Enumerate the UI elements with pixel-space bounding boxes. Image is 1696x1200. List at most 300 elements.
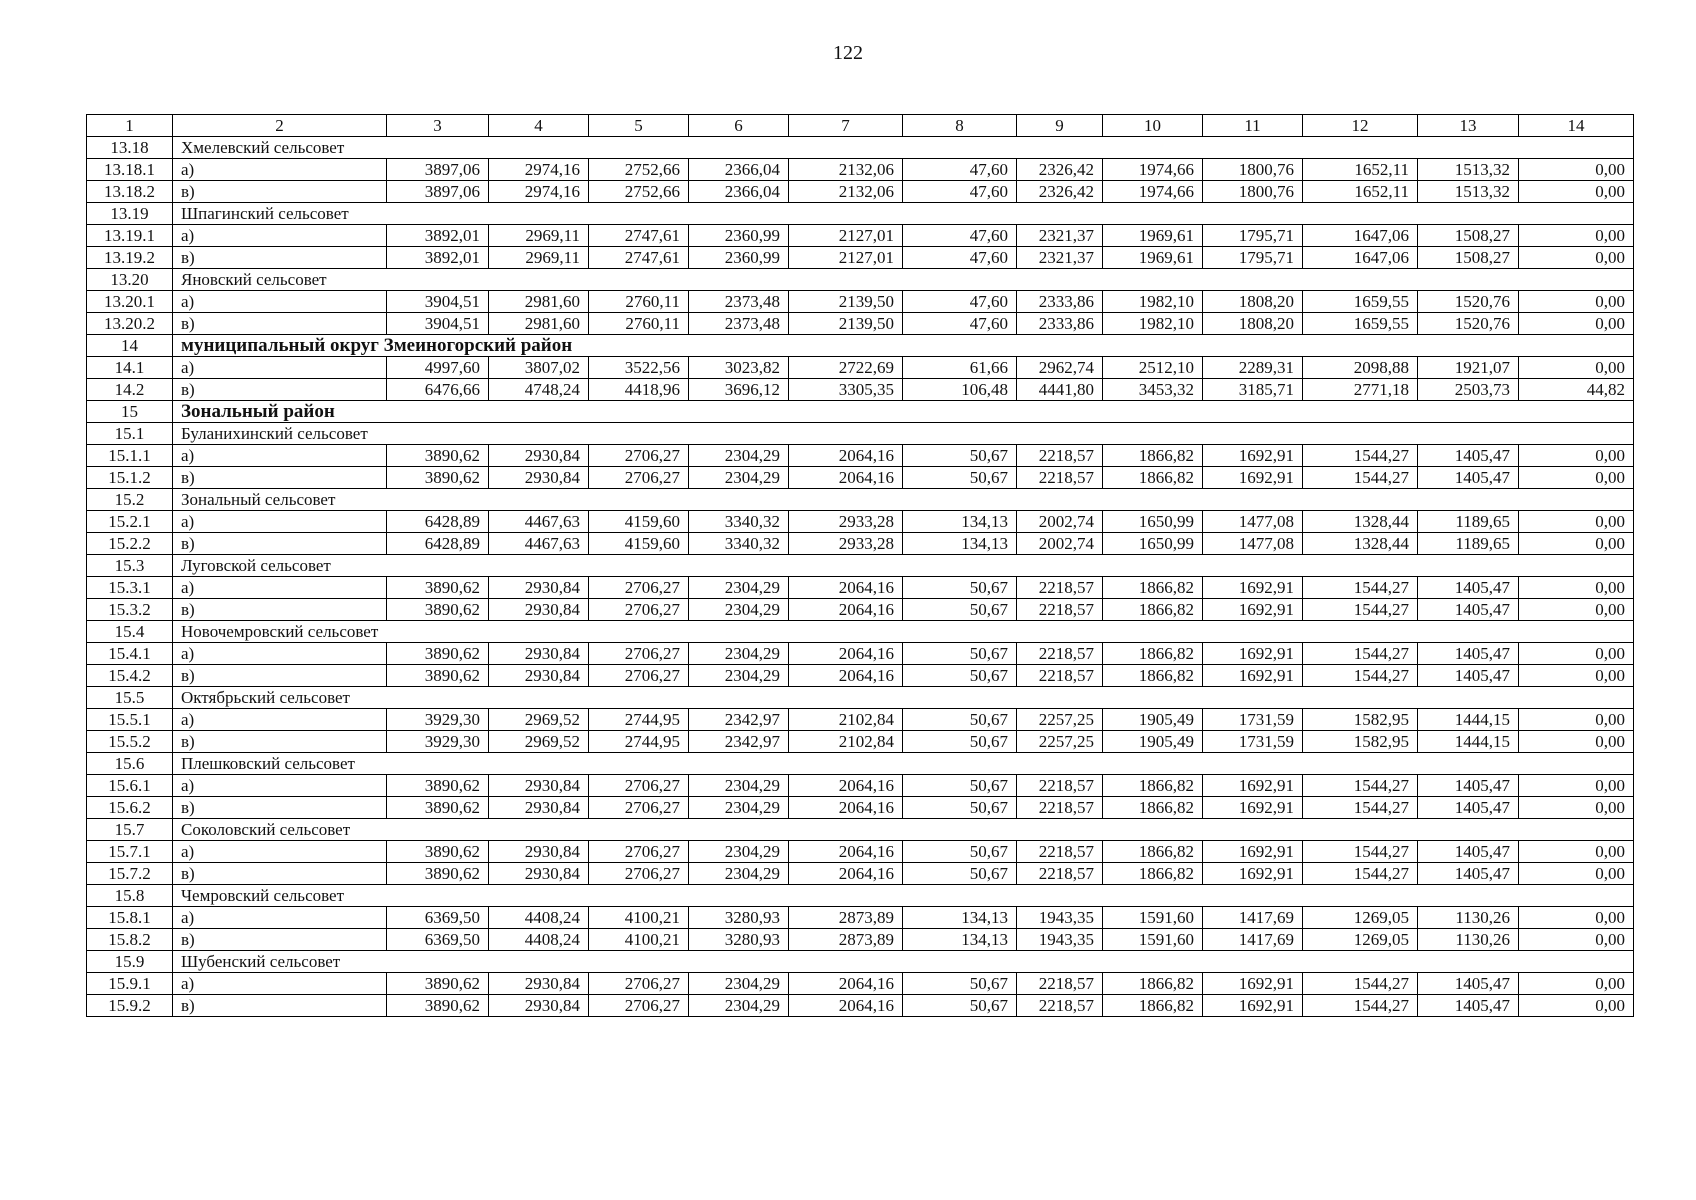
value-cell: 1417,69: [1203, 907, 1303, 929]
value-cell: 134,13: [903, 511, 1017, 533]
row-number: 15.3: [87, 555, 173, 577]
row-number: 13.18.1: [87, 159, 173, 181]
row-label: а): [173, 445, 387, 467]
row-number: 15.5: [87, 687, 173, 709]
value-cell: 106,48: [903, 379, 1017, 401]
value-cell: 50,67: [903, 577, 1017, 599]
value-cell: 2969,11: [489, 247, 589, 269]
column-header: 10: [1103, 115, 1203, 137]
table-row: [87, 577, 1634, 599]
table-row: [87, 357, 1634, 379]
value-cell: 3185,71: [1203, 379, 1303, 401]
value-cell: 1544,27: [1303, 995, 1418, 1017]
value-cell: 3453,32: [1103, 379, 1203, 401]
row-number: 15.7.1: [87, 841, 173, 863]
table-row: [87, 841, 1634, 863]
section-heading-row: [87, 269, 1634, 291]
value-cell: 3890,62: [387, 665, 489, 687]
value-cell: 6369,50: [387, 929, 489, 951]
table-row: [87, 797, 1634, 819]
value-cell: 0,00: [1519, 357, 1634, 379]
value-cell: 2771,18: [1303, 379, 1418, 401]
row-number: 15.6.2: [87, 797, 173, 819]
section-heading-row: [87, 885, 1634, 907]
value-cell: 1444,15: [1418, 731, 1519, 753]
value-cell: 50,67: [903, 665, 1017, 687]
section-heading-row: [87, 203, 1634, 225]
row-number: 15.4: [87, 621, 173, 643]
row-number: 15.9: [87, 951, 173, 973]
value-cell: 1130,26: [1418, 907, 1519, 929]
row-number: 15.8: [87, 885, 173, 907]
row-label: в): [173, 929, 387, 951]
value-cell: 1800,76: [1203, 181, 1303, 203]
value-cell: 2002,74: [1017, 511, 1103, 533]
value-cell: 0,00: [1519, 841, 1634, 863]
value-cell: 2503,73: [1418, 379, 1519, 401]
value-cell: 2930,84: [489, 863, 589, 885]
value-cell: 2366,04: [689, 181, 789, 203]
value-cell: 0,00: [1519, 665, 1634, 687]
table-row: [87, 379, 1634, 401]
value-cell: 2360,99: [689, 225, 789, 247]
row-label: а): [173, 225, 387, 247]
row-label: а): [173, 643, 387, 665]
value-cell: 3890,62: [387, 577, 489, 599]
value-cell: 1692,91: [1203, 467, 1303, 489]
value-cell: 1692,91: [1203, 841, 1303, 863]
value-cell: 3892,01: [387, 225, 489, 247]
value-cell: 1544,27: [1303, 973, 1418, 995]
value-cell: 47,60: [903, 181, 1017, 203]
row-number: 15.2.1: [87, 511, 173, 533]
value-cell: 1405,47: [1418, 797, 1519, 819]
value-cell: 1974,66: [1103, 181, 1203, 203]
value-cell: 3904,51: [387, 313, 489, 335]
row-number: 15.1: [87, 423, 173, 445]
section-name: муниципальный округ Змеиногорский район: [173, 335, 1634, 357]
row-label: в): [173, 665, 387, 687]
value-cell: 2218,57: [1017, 797, 1103, 819]
value-cell: 1800,76: [1203, 159, 1303, 181]
value-cell: 2974,16: [489, 181, 589, 203]
value-cell: 2969,11: [489, 225, 589, 247]
value-cell: 2304,29: [689, 995, 789, 1017]
value-cell: 2064,16: [789, 467, 903, 489]
row-number: 15.4.1: [87, 643, 173, 665]
value-cell: 47,60: [903, 313, 1017, 335]
value-cell: 1405,47: [1418, 863, 1519, 885]
value-cell: 0,00: [1519, 863, 1634, 885]
value-cell: 2304,29: [689, 665, 789, 687]
value-cell: 1405,47: [1418, 995, 1519, 1017]
tariff-table: [86, 114, 1634, 1017]
row-number: 15.7.2: [87, 863, 173, 885]
value-cell: 134,13: [903, 907, 1017, 929]
table-row: [87, 247, 1634, 269]
value-cell: 1652,11: [1303, 159, 1418, 181]
row-label: а): [173, 709, 387, 731]
row-number: 14.2: [87, 379, 173, 401]
row-label: в): [173, 533, 387, 555]
column-header: 3: [387, 115, 489, 137]
section-name: Чемровский сельсовет: [173, 885, 1634, 907]
row-number: 15: [87, 401, 173, 423]
table-row: [87, 445, 1634, 467]
value-cell: 6476,66: [387, 379, 489, 401]
value-cell: 2257,25: [1017, 731, 1103, 753]
value-cell: 2760,11: [589, 291, 689, 313]
value-cell: 2744,95: [589, 709, 689, 731]
value-cell: 1866,82: [1103, 577, 1203, 599]
value-cell: 2102,84: [789, 709, 903, 731]
value-cell: 2218,57: [1017, 973, 1103, 995]
value-cell: 2064,16: [789, 841, 903, 863]
value-cell: 1650,99: [1103, 511, 1203, 533]
value-cell: 0,00: [1519, 247, 1634, 269]
value-cell: 1544,27: [1303, 599, 1418, 621]
value-cell: 1405,47: [1418, 665, 1519, 687]
value-cell: 0,00: [1519, 511, 1634, 533]
value-cell: 1189,65: [1418, 511, 1519, 533]
value-cell: 1591,60: [1103, 929, 1203, 951]
value-cell: 2360,99: [689, 247, 789, 269]
section-name: Плешковский сельсовет: [173, 753, 1634, 775]
column-header: 1: [87, 115, 173, 137]
value-cell: 2706,27: [589, 775, 689, 797]
value-cell: 1544,27: [1303, 841, 1418, 863]
table-row: [87, 907, 1634, 929]
value-cell: 2064,16: [789, 863, 903, 885]
value-cell: 0,00: [1519, 907, 1634, 929]
row-label: в): [173, 731, 387, 753]
value-cell: 0,00: [1519, 225, 1634, 247]
value-cell: 2218,57: [1017, 665, 1103, 687]
value-cell: 1692,91: [1203, 445, 1303, 467]
value-cell: 2933,28: [789, 511, 903, 533]
row-number: 15.2: [87, 489, 173, 511]
row-number: 15.4.2: [87, 665, 173, 687]
value-cell: 3522,56: [589, 357, 689, 379]
section-heading-row: [87, 753, 1634, 775]
value-cell: 1405,47: [1418, 577, 1519, 599]
value-cell: 2706,27: [589, 797, 689, 819]
table-row: [87, 643, 1634, 665]
section-name: Шпагинский сельсовет: [173, 203, 1634, 225]
value-cell: 2930,84: [489, 775, 589, 797]
value-cell: 1866,82: [1103, 797, 1203, 819]
value-cell: 1544,27: [1303, 643, 1418, 665]
value-cell: 3890,62: [387, 599, 489, 621]
value-cell: 3890,62: [387, 775, 489, 797]
row-number: 13.19.2: [87, 247, 173, 269]
table-row: [87, 159, 1634, 181]
value-cell: 0,00: [1519, 775, 1634, 797]
value-cell: 2139,50: [789, 313, 903, 335]
value-cell: 2218,57: [1017, 995, 1103, 1017]
value-cell: 3897,06: [387, 159, 489, 181]
value-cell: 1866,82: [1103, 775, 1203, 797]
value-cell: 3280,93: [689, 907, 789, 929]
table-row: [87, 775, 1634, 797]
value-cell: 1692,91: [1203, 599, 1303, 621]
row-label: в): [173, 863, 387, 885]
value-cell: 1513,32: [1418, 181, 1519, 203]
value-cell: 1905,49: [1103, 731, 1203, 753]
value-cell: 2366,04: [689, 159, 789, 181]
value-cell: 3890,62: [387, 973, 489, 995]
value-cell: 47,60: [903, 225, 1017, 247]
section-name: Луговской сельсовет: [173, 555, 1634, 577]
row-number: 15.8.1: [87, 907, 173, 929]
column-header: 5: [589, 115, 689, 137]
value-cell: 1405,47: [1418, 599, 1519, 621]
table-row: [87, 225, 1634, 247]
value-cell: 2304,29: [689, 973, 789, 995]
value-cell: 2304,29: [689, 445, 789, 467]
value-cell: 1692,91: [1203, 797, 1303, 819]
value-cell: 1969,61: [1103, 225, 1203, 247]
value-cell: 1866,82: [1103, 863, 1203, 885]
column-header: 14: [1519, 115, 1634, 137]
value-cell: 3929,30: [387, 731, 489, 753]
value-cell: 2304,29: [689, 775, 789, 797]
value-cell: 2342,97: [689, 731, 789, 753]
value-cell: 2706,27: [589, 665, 689, 687]
value-cell: 2064,16: [789, 445, 903, 467]
value-cell: 1647,06: [1303, 247, 1418, 269]
row-label: а): [173, 511, 387, 533]
value-cell: 1405,47: [1418, 467, 1519, 489]
value-cell: 3280,93: [689, 929, 789, 951]
row-number: 15.2.2: [87, 533, 173, 555]
value-cell: 2321,37: [1017, 247, 1103, 269]
value-cell: 2873,89: [789, 929, 903, 951]
value-cell: 2342,97: [689, 709, 789, 731]
value-cell: 2218,57: [1017, 599, 1103, 621]
value-cell: 1405,47: [1418, 445, 1519, 467]
value-cell: 4408,24: [489, 907, 589, 929]
value-cell: 1731,59: [1203, 709, 1303, 731]
value-cell: 50,67: [903, 841, 1017, 863]
value-cell: 3890,62: [387, 643, 489, 665]
table-row: [87, 665, 1634, 687]
table-row: [87, 599, 1634, 621]
row-label: а): [173, 159, 387, 181]
value-cell: 1969,61: [1103, 247, 1203, 269]
value-cell: 3890,62: [387, 863, 489, 885]
value-cell: 0,00: [1519, 313, 1634, 335]
value-cell: 2326,42: [1017, 181, 1103, 203]
value-cell: 2064,16: [789, 599, 903, 621]
value-cell: 1647,06: [1303, 225, 1418, 247]
value-cell: 1692,91: [1203, 995, 1303, 1017]
row-label: в): [173, 313, 387, 335]
value-cell: 1921,07: [1418, 357, 1519, 379]
value-cell: 50,67: [903, 863, 1017, 885]
value-cell: 2752,66: [589, 181, 689, 203]
value-cell: 2304,29: [689, 643, 789, 665]
value-cell: 1866,82: [1103, 445, 1203, 467]
section-name: Шубенский сельсовет: [173, 951, 1634, 973]
value-cell: 50,67: [903, 775, 1017, 797]
value-cell: 2706,27: [589, 445, 689, 467]
value-cell: 2218,57: [1017, 467, 1103, 489]
table-row: [87, 291, 1634, 313]
value-cell: 2747,61: [589, 225, 689, 247]
value-cell: 1650,99: [1103, 533, 1203, 555]
row-label: в): [173, 181, 387, 203]
value-cell: 3929,30: [387, 709, 489, 731]
value-cell: 2706,27: [589, 643, 689, 665]
row-label: в): [173, 797, 387, 819]
value-cell: 0,00: [1519, 709, 1634, 731]
value-cell: 2127,01: [789, 225, 903, 247]
value-cell: 1328,44: [1303, 533, 1418, 555]
table-row: [87, 533, 1634, 555]
value-cell: 2127,01: [789, 247, 903, 269]
column-header: 7: [789, 115, 903, 137]
row-number: 15.7: [87, 819, 173, 841]
value-cell: 61,66: [903, 357, 1017, 379]
value-cell: 2752,66: [589, 159, 689, 181]
value-cell: 2132,06: [789, 181, 903, 203]
row-number: 13.19.1: [87, 225, 173, 247]
value-cell: 1591,60: [1103, 907, 1203, 929]
value-cell: 1477,08: [1203, 533, 1303, 555]
value-cell: 2930,84: [489, 841, 589, 863]
district-heading-row: [87, 335, 1634, 357]
value-cell: 1795,71: [1203, 247, 1303, 269]
value-cell: 0,00: [1519, 599, 1634, 621]
value-cell: 2933,28: [789, 533, 903, 555]
value-cell: 2930,84: [489, 665, 589, 687]
value-cell: 2974,16: [489, 159, 589, 181]
value-cell: 3890,62: [387, 467, 489, 489]
value-cell: 1659,55: [1303, 291, 1418, 313]
value-cell: 2218,57: [1017, 863, 1103, 885]
row-label: а): [173, 357, 387, 379]
row-number: 15.1.1: [87, 445, 173, 467]
table-row: [87, 731, 1634, 753]
value-cell: 47,60: [903, 291, 1017, 313]
row-number: 14: [87, 335, 173, 357]
value-cell: 1405,47: [1418, 643, 1519, 665]
value-cell: 3892,01: [387, 247, 489, 269]
value-cell: 50,67: [903, 643, 1017, 665]
value-cell: 3904,51: [387, 291, 489, 313]
value-cell: 1808,20: [1203, 291, 1303, 313]
section-name: Зональный сельсовет: [173, 489, 1634, 511]
value-cell: 2304,29: [689, 467, 789, 489]
value-cell: 2706,27: [589, 577, 689, 599]
table-body: [87, 115, 1634, 1017]
value-cell: 2512,10: [1103, 357, 1203, 379]
value-cell: 1974,66: [1103, 159, 1203, 181]
value-cell: 2969,52: [489, 709, 589, 731]
value-cell: 47,60: [903, 247, 1017, 269]
value-cell: 2706,27: [589, 863, 689, 885]
value-cell: 1544,27: [1303, 863, 1418, 885]
row-label: в): [173, 467, 387, 489]
value-cell: 1692,91: [1203, 643, 1303, 665]
table-row: [87, 709, 1634, 731]
value-cell: 2706,27: [589, 841, 689, 863]
value-cell: 1520,76: [1418, 313, 1519, 335]
value-cell: 2760,11: [589, 313, 689, 335]
value-cell: 1866,82: [1103, 665, 1203, 687]
value-cell: 2304,29: [689, 863, 789, 885]
value-cell: 3305,35: [789, 379, 903, 401]
row-number: 15.8.2: [87, 929, 173, 951]
value-cell: 1866,82: [1103, 973, 1203, 995]
value-cell: 2326,42: [1017, 159, 1103, 181]
column-header: 8: [903, 115, 1017, 137]
value-cell: 1544,27: [1303, 797, 1418, 819]
row-label: в): [173, 599, 387, 621]
column-header: 11: [1203, 115, 1303, 137]
section-heading-row: [87, 687, 1634, 709]
section-name: Буланихинский сельсовет: [173, 423, 1634, 445]
value-cell: 0,00: [1519, 797, 1634, 819]
value-cell: 1659,55: [1303, 313, 1418, 335]
value-cell: 2706,27: [589, 467, 689, 489]
row-number: 15.6.1: [87, 775, 173, 797]
section-name: Октябрьский сельсовет: [173, 687, 1634, 709]
section-name: Хмелевский сельсовет: [173, 137, 1634, 159]
value-cell: 0,00: [1519, 577, 1634, 599]
value-cell: 4997,60: [387, 357, 489, 379]
value-cell: 3807,02: [489, 357, 589, 379]
section-heading-row: [87, 137, 1634, 159]
table-row: [87, 929, 1634, 951]
section-heading-row: [87, 621, 1634, 643]
value-cell: 2064,16: [789, 665, 903, 687]
value-cell: 2064,16: [789, 643, 903, 665]
value-cell: 1652,11: [1303, 181, 1418, 203]
value-cell: 1808,20: [1203, 313, 1303, 335]
row-number: 15.5.2: [87, 731, 173, 753]
value-cell: 0,00: [1519, 291, 1634, 313]
value-cell: 1943,35: [1017, 907, 1103, 929]
value-cell: 0,00: [1519, 995, 1634, 1017]
column-header: 2: [173, 115, 387, 137]
value-cell: 4100,21: [589, 929, 689, 951]
row-label: а): [173, 907, 387, 929]
value-cell: 6369,50: [387, 907, 489, 929]
row-number: 13.18: [87, 137, 173, 159]
value-cell: 1328,44: [1303, 511, 1418, 533]
table-row: [87, 467, 1634, 489]
value-cell: 1508,27: [1418, 247, 1519, 269]
row-number: 15.1.2: [87, 467, 173, 489]
value-cell: 2289,31: [1203, 357, 1303, 379]
value-cell: 2002,74: [1017, 533, 1103, 555]
value-cell: 1692,91: [1203, 863, 1303, 885]
table-row: [87, 995, 1634, 1017]
value-cell: 2930,84: [489, 797, 589, 819]
value-cell: 4100,21: [589, 907, 689, 929]
table-row: [87, 313, 1634, 335]
value-cell: 1269,05: [1303, 929, 1418, 951]
value-cell: 2064,16: [789, 775, 903, 797]
value-cell: 1982,10: [1103, 291, 1203, 313]
value-cell: 0,00: [1519, 973, 1634, 995]
row-label: в): [173, 247, 387, 269]
value-cell: 2373,48: [689, 291, 789, 313]
table-row: [87, 973, 1634, 995]
value-cell: 1866,82: [1103, 643, 1203, 665]
